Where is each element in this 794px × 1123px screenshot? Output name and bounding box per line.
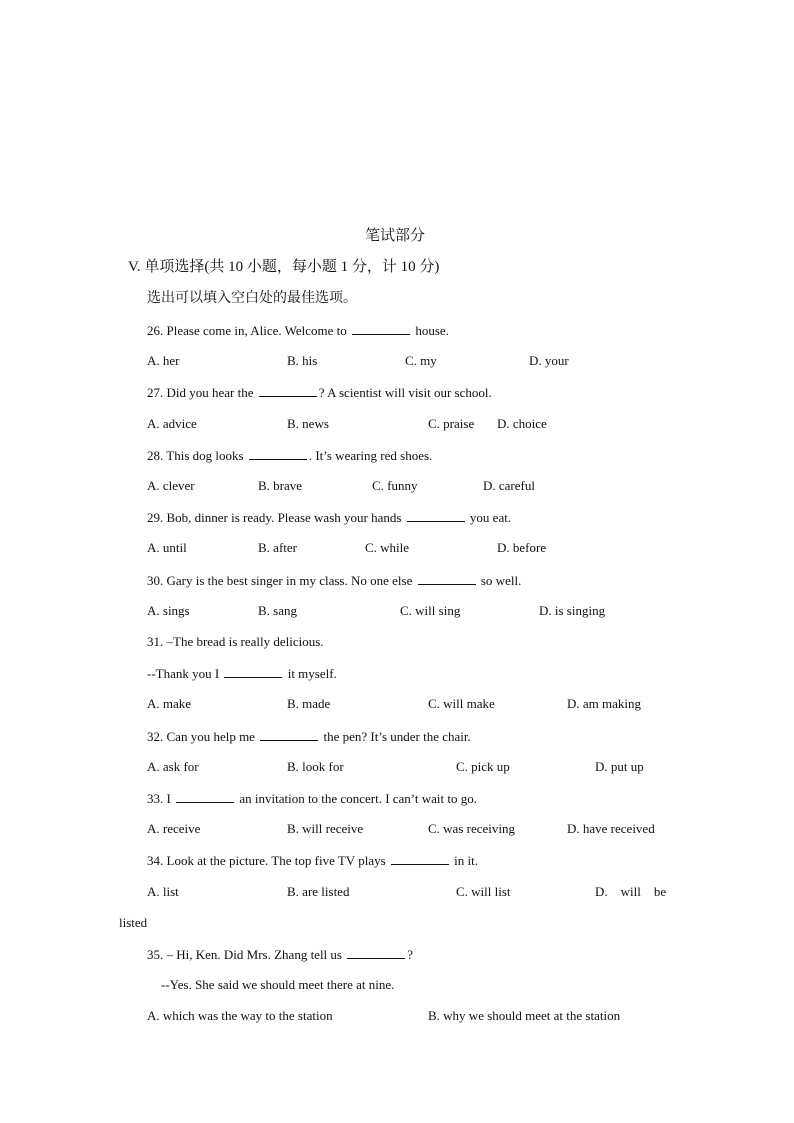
option-a: A. advice (147, 416, 197, 431)
option-d: D. is singing (539, 603, 606, 618)
option-d: D. am making (567, 696, 642, 711)
question-31: 31. –The bread is really delicious. (147, 634, 324, 649)
option-a: A. until (147, 540, 187, 555)
instruction-text: 选出可以填入空白处的最佳选项。 (147, 291, 357, 306)
option-c: C. will list (456, 884, 511, 899)
option-d: D. before (497, 540, 547, 555)
option-b: B. made (287, 696, 331, 711)
answer-blank (407, 509, 465, 522)
answer-blank (249, 447, 307, 460)
option-c: C. funny (372, 478, 418, 493)
option-b: B. look for (287, 759, 344, 774)
option-a: A. her (147, 353, 180, 368)
option-d: D. careful (483, 478, 535, 493)
option-c: C. will sing (400, 603, 461, 618)
answer-blank (391, 852, 449, 865)
option-d: D. put up (595, 759, 644, 774)
option-b: B. news (287, 416, 329, 431)
option-d: D. will be (595, 884, 667, 899)
option-b: B. his (287, 353, 318, 368)
answer-blank (352, 322, 410, 335)
option-b: B. after (258, 540, 297, 555)
question-31-reply: --Thank you I it myself. (147, 666, 337, 681)
question-28: 28. This dog looks . It’s wearing red shoes. (147, 448, 433, 463)
answer-blank (260, 728, 318, 741)
option-a: A. ask for (147, 759, 199, 774)
question-34: 34. Look at the picture. The top five TV plays in it. (147, 853, 478, 868)
question-29: 29. Bob, dinner is ready. Please wash your hands you eat. (147, 510, 512, 525)
option-a: A. list (147, 884, 179, 899)
option-d: D. your (529, 353, 569, 368)
option-a: A. clever (147, 478, 195, 493)
option-b: B. why we should meet at the station (428, 1008, 621, 1023)
question-27: 27. Did you hear the ? A scientist will visit our school. (147, 385, 492, 400)
option-b: B. brave (258, 478, 303, 493)
answer-blank (224, 665, 282, 678)
answer-blank (259, 384, 317, 397)
option-b: B. will receive (287, 821, 364, 836)
question-35-reply: --Yes. She said we should meet there at nine. (161, 977, 395, 992)
option-c: C. was receiving (428, 821, 516, 836)
option-d-wrap: listed (119, 915, 148, 930)
option-c: C. my (405, 353, 437, 368)
option-b: B. are listed (287, 884, 350, 899)
option-a: A. which was the way to the station (147, 1008, 333, 1023)
question-26: 26. Please come in, Alice. Welcome to house. (147, 323, 449, 338)
option-c: C. will make (428, 696, 495, 711)
question-32: 32. Can you help me the pen? It’s under the chair. (147, 729, 471, 744)
option-c: C. praise (428, 416, 475, 431)
question-30: 30. Gary is the best singer in my class. No one else so well. (147, 573, 522, 588)
option-c: C. while (365, 540, 410, 555)
question-35: 35. – Hi, Ken. Did Mrs. Zhang tell us ? (147, 947, 414, 962)
option-a: A. receive (147, 821, 201, 836)
option-a: A. sings (147, 603, 190, 618)
answer-blank (176, 790, 234, 803)
option-b: B. sang (258, 603, 297, 618)
answer-blank (418, 572, 476, 585)
answer-blank (347, 946, 405, 959)
option-d: D. have received (567, 821, 655, 836)
page-title: 笔试部分 (365, 228, 426, 244)
section-heading: V. 单项选择(共 10 小题，每小题 1 分，计 10 分) (128, 259, 440, 275)
option-a: A. make (147, 696, 192, 711)
question-33: 33. I an invitation to the concert. I can’t wait to go. (147, 791, 478, 806)
option-d: D. choice (497, 416, 547, 431)
option-c: C. pick up (456, 759, 510, 774)
